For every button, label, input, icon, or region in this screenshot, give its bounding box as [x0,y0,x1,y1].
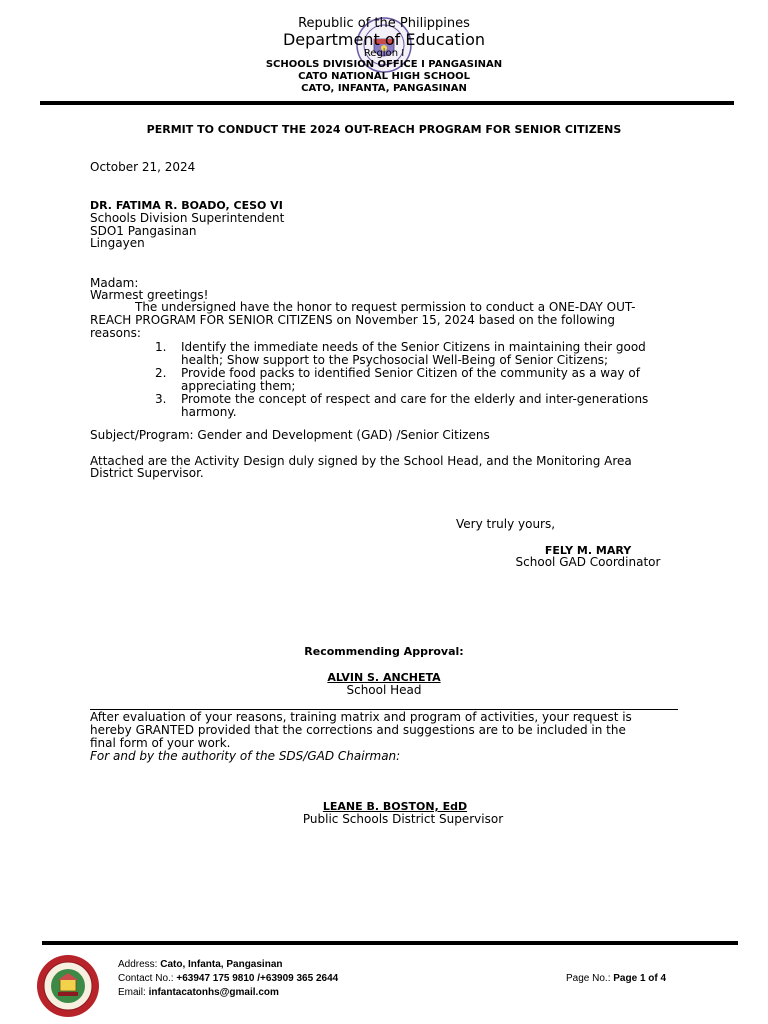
list-number: 1. [155,340,167,354]
attached-line-2: District Supervisor. [90,466,204,480]
signatory-name: FELY M. MARY [544,544,632,557]
greeting: Warmest greetings! [90,288,209,302]
republic-label: Republic of the Philippines [298,16,470,31]
letter-title: PERMIT TO CONDUCT THE 2024 OUT-REACH PROGRAM FOR SENIOR CITIZENS [146,123,622,136]
list-text: Identify the immediate needs of the Senior Citizens in maintaining their good [181,340,646,354]
recipient-place: Lingayen [90,236,145,250]
footer-contact-value: +63947 175 9810 /+63909 365 2644 [176,973,339,984]
footer-email-label: Email: [118,987,149,998]
letter-date: October 21, 2024 [90,160,196,174]
recommender-name: ALVIN S. ANCHETA [327,671,441,684]
footer-email-value: infantacatonhs@gmail.com [148,987,279,998]
page-number-value: Page 1 of 4 [613,973,667,984]
approver-name: LEANE B. BOSTON, EdD [322,800,468,813]
region-label: Region I [363,48,405,59]
recipient-position: Schools Division Superintendent [90,211,285,225]
school-label: CATO NATIONAL HIGH SCHOOL [298,71,470,82]
body-line-2: REACH PROGRAM FOR SENIOR CITIZENS on November 15, 2024 based on the following [90,313,615,327]
list-text: Promote the concept of respect and care for the elderly and inter-generations [181,392,649,406]
subject-line: Subject/Program: Gender and Development (GAD) /Senior Citizens [90,428,490,442]
list-text: health; Show support to the Psychosocial Well-Being of Senior Citizens; [181,353,609,367]
list-text: Provide food packs to identified Senior Citizen of the community as a way of [181,366,640,380]
school-address-label: CATO, INFANTA, PANGASINAN [301,83,467,94]
signatory-position: School GAD Coordinator [515,555,661,569]
school-logo-icon [36,954,100,1018]
list-number: 2. [155,366,167,380]
list-item [155,367,680,393]
approver-position: Public Schools District Supervisor [302,812,504,826]
body-line-1: The undersigned have the honor to request permission to conduct a ONE-DAY OUT- [135,300,636,314]
list-text: appreciating them; [181,379,296,393]
header-divider [40,101,734,105]
list-item [155,341,680,367]
recipient-name: DR. FATIMA R. BOADO, CESO VI [90,199,283,212]
recommending-label: Recommending Approval: [304,645,464,658]
footer-divider [42,941,738,945]
list-number: 3. [155,392,167,406]
attached-line-1: Attached are the Activity Design duly signed by the School Head, and the Monitoring Area [90,454,632,468]
division-label: SCHOOLS DIVISION OFFICE I PANGASINAN [265,59,503,70]
approval-line-3: final form of your work. [90,736,231,750]
page-number [566,972,666,985]
recipient-office: SDO1 Pangasinan [90,224,197,238]
reasons-list [155,341,680,419]
list-text: harmony. [181,405,237,419]
closing: Very truly yours, [456,517,556,531]
footer-address-label: Address: [118,959,161,970]
page-number-label: Page No.: [566,973,614,984]
footer-address [118,958,283,971]
department-label: Department of Education [282,30,486,49]
footer-email [118,986,279,999]
body-line-3: reasons: [90,326,141,340]
footer-contact [118,972,338,985]
authority-line: For and by the authority of the SDS/GAD Chairman: [90,749,401,763]
list-item [155,393,680,419]
footer-address-value: Cato, Infanta, Pangasinan [160,959,283,970]
approval-line-1: After evaluation of your reasons, training matrix and program of activities, your request is [90,710,632,724]
salutation: Madam: [90,276,139,290]
recommender-position: School Head [346,683,422,697]
footer-contact-label: Contact No.: [118,973,177,984]
approval-line-2: hereby GRANTED provided that the corrections and suggestions are to be included in the [90,723,626,737]
